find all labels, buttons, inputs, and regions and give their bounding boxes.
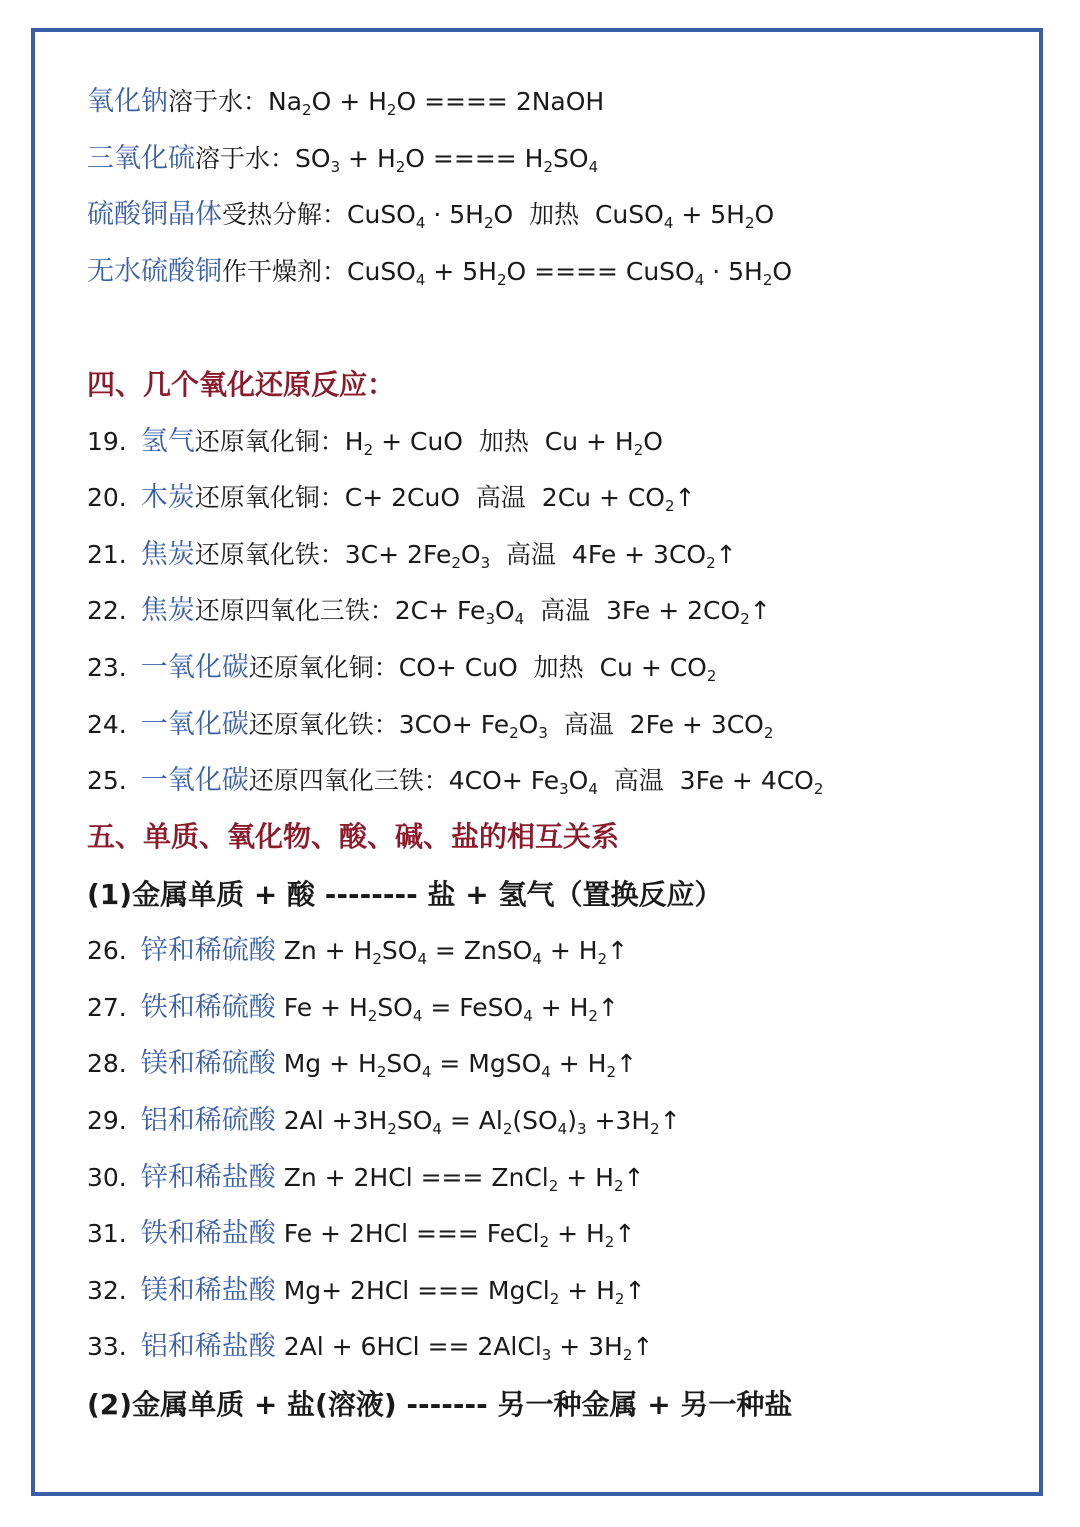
item-number: 19.: [87, 427, 127, 456]
subsection-heading: (2)金属单质 + 盐(溶液) ------- 另一种金属 + 另一种盐: [87, 1388, 793, 1421]
chemical-equation: CuSO$_4$ + $5H_2O$ ==== CuSO$_4$ · $5H_2O$: [347, 257, 793, 289]
substance-name: 锌和稀硫酸: [140, 935, 276, 966]
reaction-description: 还原氧化铁：: [194, 540, 345, 569]
substance-name: 氢气: [140, 426, 195, 457]
equation-line: [87, 1273, 645, 1309]
equation-line: [87, 84, 604, 120]
equation-line: [87, 990, 619, 1026]
substance-name: 三氧化硫: [87, 143, 195, 174]
item-number: 30.: [87, 1163, 127, 1192]
item-number: 20.: [87, 483, 127, 512]
substance-name: 一氧化碳: [140, 652, 249, 683]
chemical-equation: $SO_3 + H_2O$ ==== $H_2SO_4$: [295, 144, 599, 176]
substance-name: 硫酸铜晶体: [87, 199, 222, 230]
equation-line: [87, 141, 598, 177]
substance-name: 镁和稀硫酸: [140, 1048, 276, 1079]
substance-name: 镁和稀盐酸: [140, 1275, 276, 1306]
chemical-equation: $3C+ 2Fe_2O_3$ 高温 $4Fe + 3CO_2↑$: [344, 540, 737, 572]
reaction-description: 溶于水：: [168, 87, 269, 116]
substance-name: 无水硫酸铜: [87, 256, 222, 287]
substance-name: 铝和稀盐酸: [140, 1331, 276, 1362]
substance-name: 一氧化碳: [140, 709, 249, 740]
substance-name: 铁和稀盐酸: [140, 1218, 276, 1249]
chemical-equation: $H_2$ + CuO 加热 $Cu + H_2O$: [344, 427, 663, 459]
item-number: 32.: [87, 1276, 127, 1305]
item-number: 27.: [87, 993, 127, 1022]
reaction-description: 作干燥剂：: [222, 257, 348, 286]
equation-line: [87, 254, 792, 290]
reaction-description: 还原氧化铜：: [194, 427, 345, 456]
subsection-heading: (1)金属单质 + 酸 -------- 盐 + 氢气（置换反应）: [87, 878, 723, 911]
chemical-equation: Mg+ 2HCl === MgCl$_2$ + $H_2↑$: [283, 1276, 646, 1308]
item-number: 21.: [87, 540, 127, 569]
equation-line: [87, 1216, 635, 1252]
substance-name: 焦炭: [140, 595, 195, 626]
reaction-description: 还原氧化铜：: [194, 483, 345, 512]
equation-line: [87, 197, 774, 233]
chemical-equation: $2Al +3H_2SO_4 = Al_2(SO_4)_3$ $+3H_2↑$: [283, 1106, 681, 1138]
chemical-equation: $Mg + H_2SO_4$ = MgSO$_4$ + $H_2↑$: [283, 1049, 637, 1081]
substance-name: 铝和稀硫酸: [140, 1105, 276, 1136]
equation-line: [87, 593, 771, 629]
reaction-description: 还原四氧化三铁：: [248, 766, 449, 795]
item-number: 33.: [87, 1332, 127, 1361]
chemical-equation: $Fe + H_2SO_4$ = FeSO$_4$ + $H_2↑$: [283, 993, 619, 1025]
equation-line: [87, 650, 716, 686]
reaction-description: 还原氧化铜：: [248, 653, 399, 682]
reaction-description: 受热分解：: [222, 200, 348, 229]
substance-name: 锌和稀盐酸: [140, 1162, 276, 1193]
equation-line: [87, 1103, 681, 1139]
item-number: 23.: [87, 653, 127, 682]
equation-line: [87, 1329, 653, 1365]
chemical-equation: C+ 2CuO 高温 $2Cu + CO_2↑$: [344, 483, 696, 515]
equation-line: [87, 933, 628, 969]
substance-name: 木炭: [140, 482, 195, 513]
equation-line: [87, 1046, 637, 1082]
item-number: 28.: [87, 1049, 127, 1078]
equation-line: [87, 707, 773, 743]
item-number: 31.: [87, 1219, 127, 1248]
reaction-description: 还原四氧化三铁：: [194, 596, 395, 625]
item-number: 29.: [87, 1106, 127, 1135]
equation-line: [87, 763, 823, 799]
chemical-equation: Fe + 2HCl === FeCl$_2$ + $H_2↑$: [283, 1219, 636, 1251]
section-heading: 五、单质、氧化物、酸、碱、盐的相互关系: [87, 820, 620, 853]
chemical-equation: CO+ CuO 加热 $Cu + CO_2$: [398, 653, 717, 685]
chemical-equation: 2Al + 6HCl == 2AlCl$_3$ + $3H_2↑$: [283, 1332, 654, 1364]
chemical-equation: $3CO+ Fe_2O_3$ 高温 $2Fe + 3CO_2$: [398, 710, 774, 742]
chemical-equation: $2C+ Fe_3O_4$ 高温 $3Fe + 2CO_2↑$: [394, 596, 771, 628]
substance-name: 氧化钠: [87, 86, 168, 117]
item-number: 24.: [87, 710, 127, 739]
item-number: 22.: [87, 596, 127, 625]
equation-line: [87, 424, 663, 460]
chemical-equation: $Zn + H_2SO_4$ = ZnSO$_4$ + $H_2↑$: [283, 936, 629, 968]
equation-line: [87, 480, 695, 516]
substance-name: 焦炭: [140, 539, 195, 570]
substance-name: 一氧化碳: [140, 765, 249, 796]
chemical-equation: CuSO$_4$ · $5H_2O$ 加热 CuSO$_4$ + $5H_2O$: [347, 200, 775, 232]
chemical-equation: $4CO+ Fe_3O_4$ 高温 $3Fe + 4CO_2$: [448, 766, 824, 798]
section-heading: 四、几个氧化还原反应：: [87, 368, 396, 401]
equation-line: [87, 1160, 644, 1196]
item-number: 26.: [87, 936, 127, 965]
equation-line: [87, 537, 737, 573]
reaction-description: 还原氧化铁：: [248, 710, 399, 739]
item-number: 25.: [87, 766, 127, 795]
substance-name: 铁和稀硫酸: [140, 992, 276, 1023]
chemical-equation: $Na_2O + H_2O$ ==== 2NaOH: [268, 87, 605, 119]
chemical-equation: Zn + 2HCl === ZnCl$_2$ + $H_2↑$: [283, 1163, 645, 1195]
reaction-description: 溶于水：: [195, 144, 296, 173]
